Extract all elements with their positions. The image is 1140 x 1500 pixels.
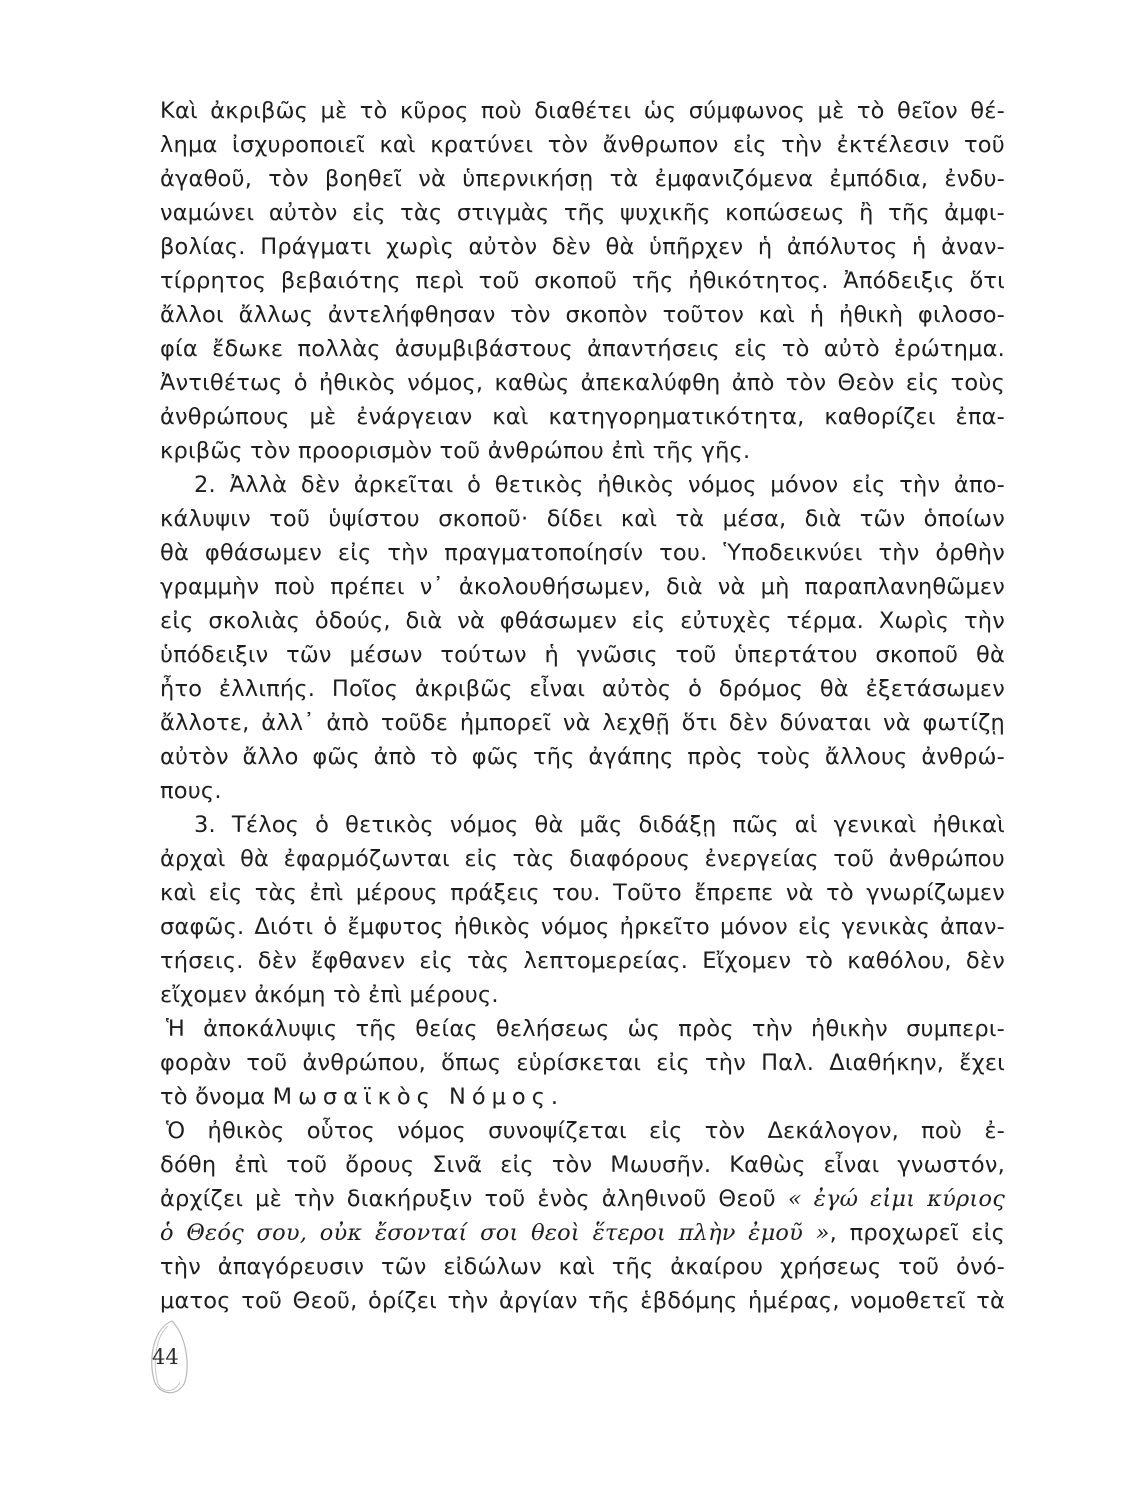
- text-line: [160, 1216, 1005, 1250]
- scripture-quote: ὁ Θεός σου, οὐκ ἔσονταί σοι θεοὶ ἕτεροι πλὴν ἐμοῦ »: [160, 1220, 830, 1246]
- text-line: κριβῶς τὸν προορισμὸν τοῦ ἀνθρώπου ἐπὶ τῆς γῆς.: [160, 438, 751, 464]
- text-line: σαφῶς. Διότι ὁ ἔμφυτος ἠθικὸς νόμος ἠρκεῖτο μόνον εἰς γενικὰς ἀπαν-: [160, 914, 1005, 940]
- body-text: [160, 94, 1005, 1318]
- text-line: τήσεις. δὲν ἔφθανεν εἰς τὰς λεπτομερείας. Εἴχομεν τὸ καθόλου, δὲν: [160, 948, 1005, 974]
- text-line: πους.: [160, 778, 222, 804]
- text-fragment: .: [550, 1084, 559, 1110]
- mosaic-law-spaced-term: Μωσαϊκὸς Νόμος: [272, 1084, 551, 1110]
- text-line: Ἀντιθέτως ὁ ἠθικὸς νόμος, καθὼς ἀπεκαλύφθη ἀπὸ τὸν Θεὸν εἰς τοὺς: [160, 370, 1005, 396]
- text-fragment: , προχωρεῖ εἰς: [829, 1220, 1005, 1246]
- text-line: γραμμὴν ποὺ πρέπει ν᾽ ἀκολουθήσωμεν, διὰ νὰ μὴ παραπλανηθῶμεν: [160, 574, 1005, 600]
- text-line: τίρρητος βεβαιότης περὶ τοῦ σκοποῦ τῆς ἠθικότητος. Ἀπόδειξις ὅτι: [160, 268, 1005, 294]
- text-line: 2. Ἀλλὰ δὲν ἀρκεῖται ὁ θετικὸς ἠθικὸς νόμος μόνον εἰς τὴν ἀπο-: [194, 472, 1005, 498]
- text-line: φία ἔδωκε πολλὰς ἀσυμβιβάστους ἀπαντήσεις εἰς τὸ αὐτὸ ἐρώτημα.: [160, 336, 1005, 362]
- text-line: 3. Τέλος ὁ θετικὸς νόμος θὰ μᾶς διδάξῃ πῶς αἱ γενικαὶ ἠθικαὶ: [194, 812, 1005, 838]
- text-line: εἴχομεν ἀκόμη τὸ ἐπὶ μέρους.: [160, 982, 499, 1008]
- text-line: ναμώνει αὐτὸν εἰς τὰς στιγμὰς τῆς ψυχικῆς κοπώσεως ἢ τῆς ἀμφι-: [160, 200, 1005, 226]
- scripture-quote: « ἐγώ εἰμι κύριος: [787, 1186, 1005, 1212]
- text-line: κάλυψιν τοῦ ὑψίστου σκοποῦ· δίδει καὶ τὰ μέσα, διὰ τῶν ὁποίων: [160, 506, 1005, 532]
- text-line: φορὰν τοῦ ἀνθρώπου, ὅπως εὑρίσκεται εἰς τὴν Παλ. Διαθήκην, ἔχει: [160, 1050, 1005, 1076]
- text-line: καὶ εἰς τὰς ἐπὶ μέρους πράξεις του. Τοῦτο ἔπρεπε νὰ τὸ γνωρίζωμεν: [160, 880, 1005, 906]
- text-fragment: ἀρχίζει μὲ τὴν διακήρυξιν τοῦ ἑνὸς ἀληθινοῦ Θεοῦ: [160, 1186, 788, 1212]
- text-line: ἄλλοτε, ἀλλ᾽ ἀπὸ τοῦδε ἠμπορεῖ νὰ λεχθῇ ὅτι δὲν δύναται νὰ φωτίζῃ: [160, 710, 1005, 736]
- text-line: Ὁ ἠθικὸς οὗτος νόμος συνοψίζεται εἰς τὸν Δεκάλογον, ποὺ ἐ-: [166, 1118, 1005, 1144]
- text-line: Καὶ ἀκριβῶς μὲ τὸ κῦρος ποὺ διαθέτει ὡς σύμφωνος μὲ τὸ θεῖον θέ-: [160, 98, 1005, 124]
- text-line: τὴν ἀπαγόρευσιν τῶν εἰδώλων καὶ τῆς ἀκαίρου χρήσεως τοῦ ὀνό-: [160, 1254, 1005, 1280]
- text-fragment: τὸ ὄνομα: [160, 1084, 273, 1110]
- text-line: λημα ἰσχυροποιεῖ καὶ κρατύνει τὸν ἄνθρωπον εἰς τὴν ἐκτέλεσιν τοῦ: [160, 132, 1005, 158]
- text-line: θὰ φθάσωμεν εἰς τὴν πραγματοποίησίν του. Ὑποδεικνύει τὴν ὀρθὴν: [160, 540, 1005, 566]
- text-line: ἀρχαὶ θὰ ἐφαρμόζωνται εἰς τὰς διαφόρους ἐνεργείας τοῦ ἀνθρώπου: [160, 846, 1005, 872]
- text-line: αὐτὸν ἄλλο φῶς ἀπὸ τὸ φῶς τῆς ἀγάπης πρὸς τοὺς ἄλλους ἀνθρώ-: [160, 744, 1005, 770]
- text-line: βολίας. Πράγματι χωρὶς αὐτὸν δὲν θὰ ὑπῆρχεν ἡ ἀπόλυτος ἡ ἀναν-: [160, 234, 1005, 260]
- text-line: [160, 1182, 1005, 1216]
- text-line: Ἡ ἀποκάλυψις τῆς θείας θελήσεως ὡς πρὸς τὴν ἠθικὴν συμπερι-: [166, 1016, 1005, 1042]
- text-line: ὑπόδειξιν τῶν μέσων τούτων ἡ γνῶσις τοῦ ὑπερτάτου σκοποῦ θὰ: [160, 642, 1005, 668]
- text-line: ἀνθρώπους μὲ ἐνάργειαν καὶ κατηγορηματικότητα, καθορίζει ἐπα-: [160, 404, 1005, 430]
- text-line: [160, 1080, 1005, 1114]
- text-line: ἦτο ἐλλιπής. Ποῖος ἀκριβῶς εἶναι αὐτὸς ὁ δρόμος θὰ ἐξετάσωμεν: [160, 676, 1005, 702]
- text-line: δόθη ἐπὶ τοῦ ὄρους Σινᾶ εἰς τὸν Μωυσῆν. Καθὼς εἶναι γνωστόν,: [160, 1152, 1005, 1178]
- text-line: εἰς σκολιὰς ὁδούς, διὰ νὰ φθάσωμεν εἰς εὐτυχὲς τέρμα. Χωρὶς τὴν: [160, 608, 1005, 634]
- text-line: ἄλλοι ἄλλως ἀντελήφθησαν τὸν σκοπὸν τοῦτον καὶ ἡ ἠθικὴ φιλοσο-: [160, 302, 1005, 328]
- page-number: 44: [152, 1345, 179, 1369]
- text-line: ματος τοῦ Θεοῦ, ὁρίζει τὴν ἀργίαν τῆς ἑβδόμης ἡμέρας, νομοθετεῖ τὰ: [160, 1288, 1005, 1314]
- text-line: ἀγαθοῦ, τὸν βοηθεῖ νὰ ὑπερνικήσῃ τὰ ἐμφανιζόμενα ἐμπόδια, ἐνδυ-: [160, 166, 1005, 192]
